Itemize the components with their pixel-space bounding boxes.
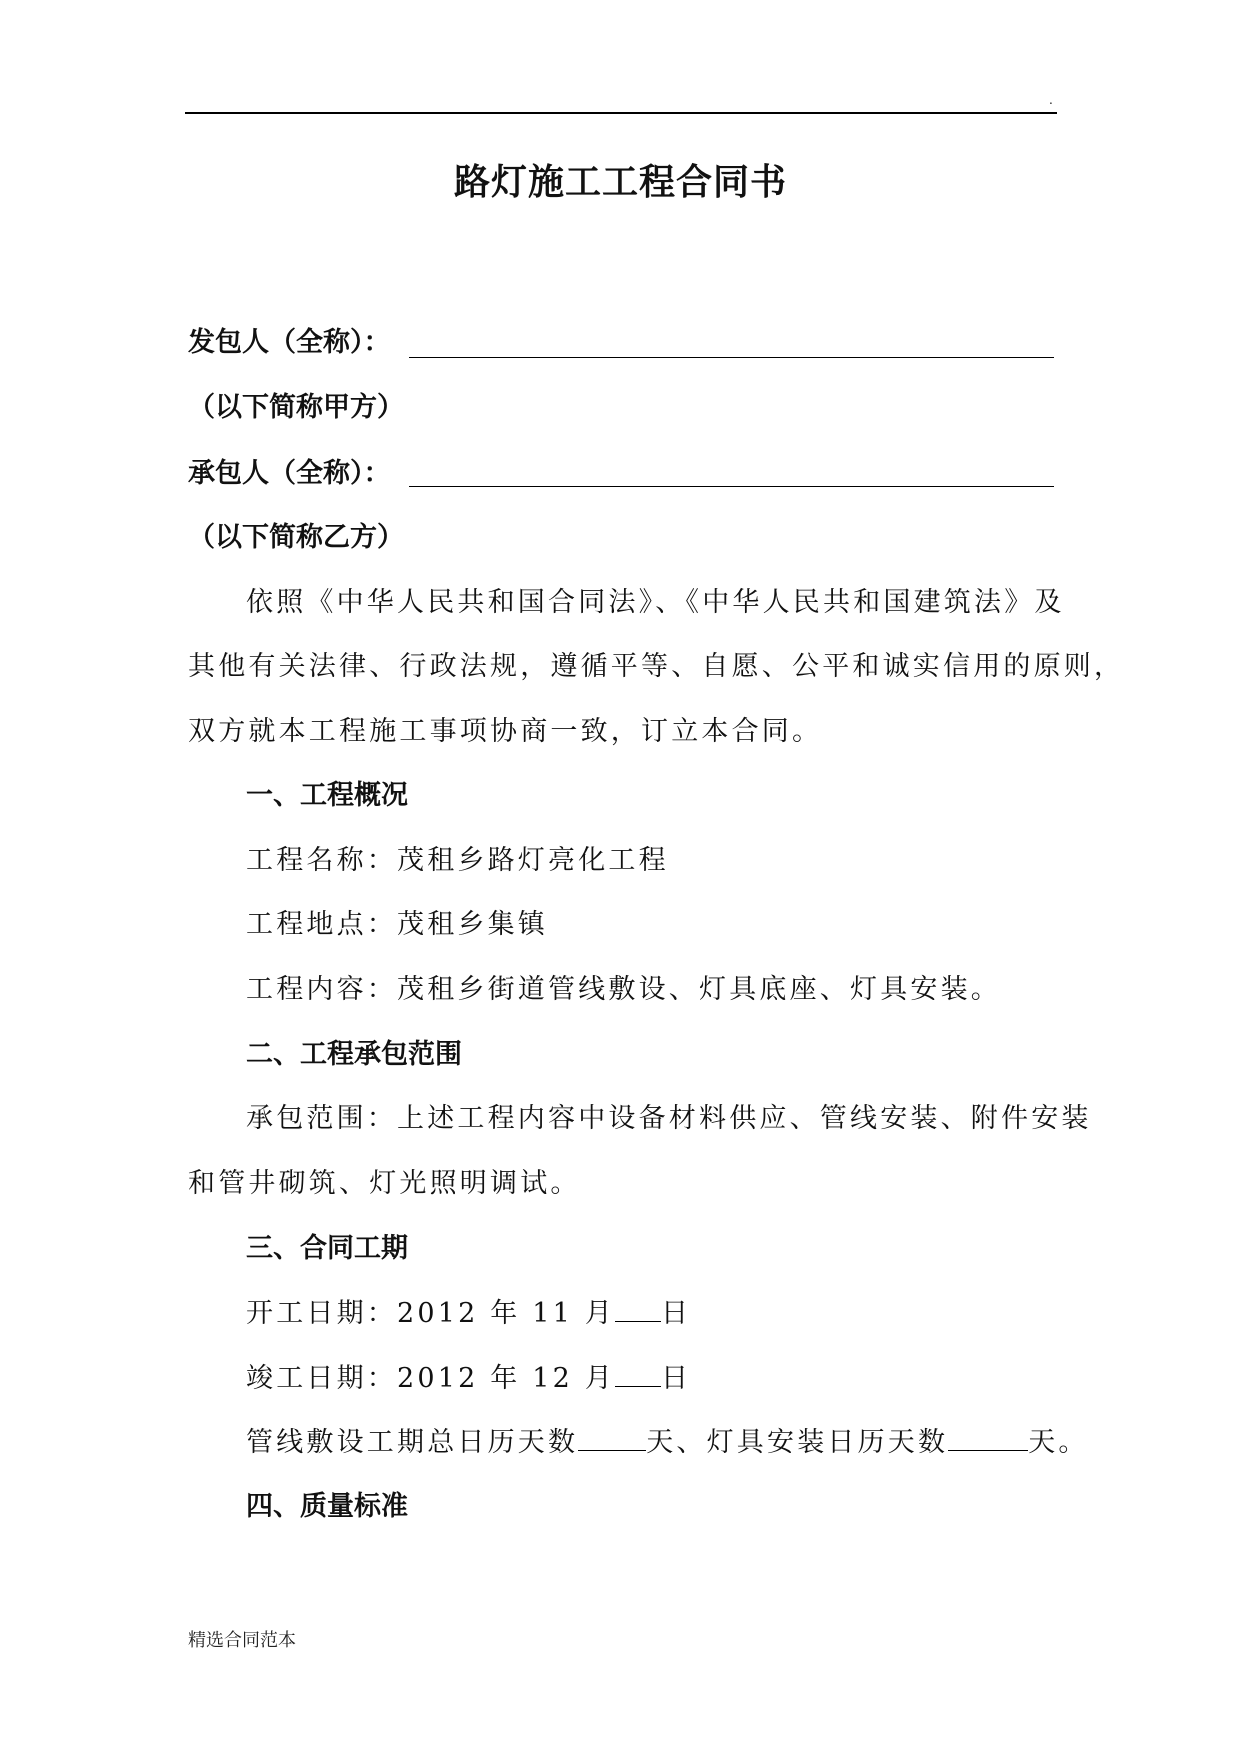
end-day-suffix: 日 bbox=[661, 1363, 692, 1394]
preamble-line-2: 其他有关法律、行政法规，遵循平等、自愿、公平和诚实信用的原则， bbox=[188, 651, 1125, 682]
employer-name-blank[interactable] bbox=[409, 357, 1054, 358]
scope-line-1: 承包范围：上述工程内容中设备材料供应、管线安装、附件安装 bbox=[246, 1103, 1092, 1134]
days-suffix: 天。 bbox=[1028, 1427, 1089, 1458]
start-date-text: 开工日期：2012 年 11 月 bbox=[246, 1298, 616, 1329]
preamble-line-1: 依照《中华人民共和国合同法》、《中华人民共和国建筑法》及 bbox=[246, 587, 1065, 618]
start-day-blank[interactable] bbox=[615, 1295, 661, 1322]
contractor-label: 承包人（全称）： bbox=[188, 458, 391, 489]
project-location: 工程地点：茂租乡集镇 bbox=[246, 909, 548, 940]
scope-line-2: 和管井砌筑、灯光照明调试。 bbox=[188, 1168, 581, 1199]
project-name: 工程名称：茂租乡路灯亮化工程 bbox=[246, 845, 669, 876]
section-2-heading: 二、工程承包范围 bbox=[246, 1039, 462, 1070]
document-title: 路灯施工工程合同书 bbox=[453, 161, 787, 203]
start-date bbox=[246, 1295, 691, 1332]
employer-label: 发包人（全称）： bbox=[188, 327, 391, 358]
section-1-heading: 一、工程概况 bbox=[246, 780, 408, 811]
header-rule bbox=[185, 112, 1057, 114]
lamp-days-label: 天、灯具安装日历天数 bbox=[646, 1427, 949, 1458]
duration-days bbox=[246, 1424, 1089, 1461]
employer-alias: （以下简称甲方） bbox=[188, 392, 404, 423]
end-day-blank[interactable] bbox=[615, 1360, 661, 1387]
header-dot: . bbox=[1049, 93, 1053, 107]
end-date bbox=[246, 1360, 691, 1397]
pipeline-days-label: 管线敷设工期总日历天数 bbox=[246, 1427, 579, 1458]
footer-text: 精选合同范本 bbox=[188, 1630, 296, 1651]
project-content: 工程内容：茂租乡街道管线敷设、灯具底座、灯具安装。 bbox=[246, 974, 1001, 1005]
start-day-suffix: 日 bbox=[661, 1298, 692, 1329]
end-date-text: 竣工日期：2012 年 12 月 bbox=[246, 1363, 616, 1394]
preamble-line-3: 双方就本工程施工事项协商一致，订立本合同。 bbox=[188, 716, 823, 747]
section-4-heading: 四、质量标准 bbox=[246, 1491, 408, 1522]
section-3-heading: 三、合同工期 bbox=[246, 1233, 408, 1264]
lamp-days-blank[interactable] bbox=[948, 1424, 1028, 1451]
pipeline-days-blank[interactable] bbox=[578, 1424, 646, 1451]
contractor-alias: （以下简称乙方） bbox=[188, 522, 404, 553]
contractor-name-blank[interactable] bbox=[409, 486, 1054, 487]
